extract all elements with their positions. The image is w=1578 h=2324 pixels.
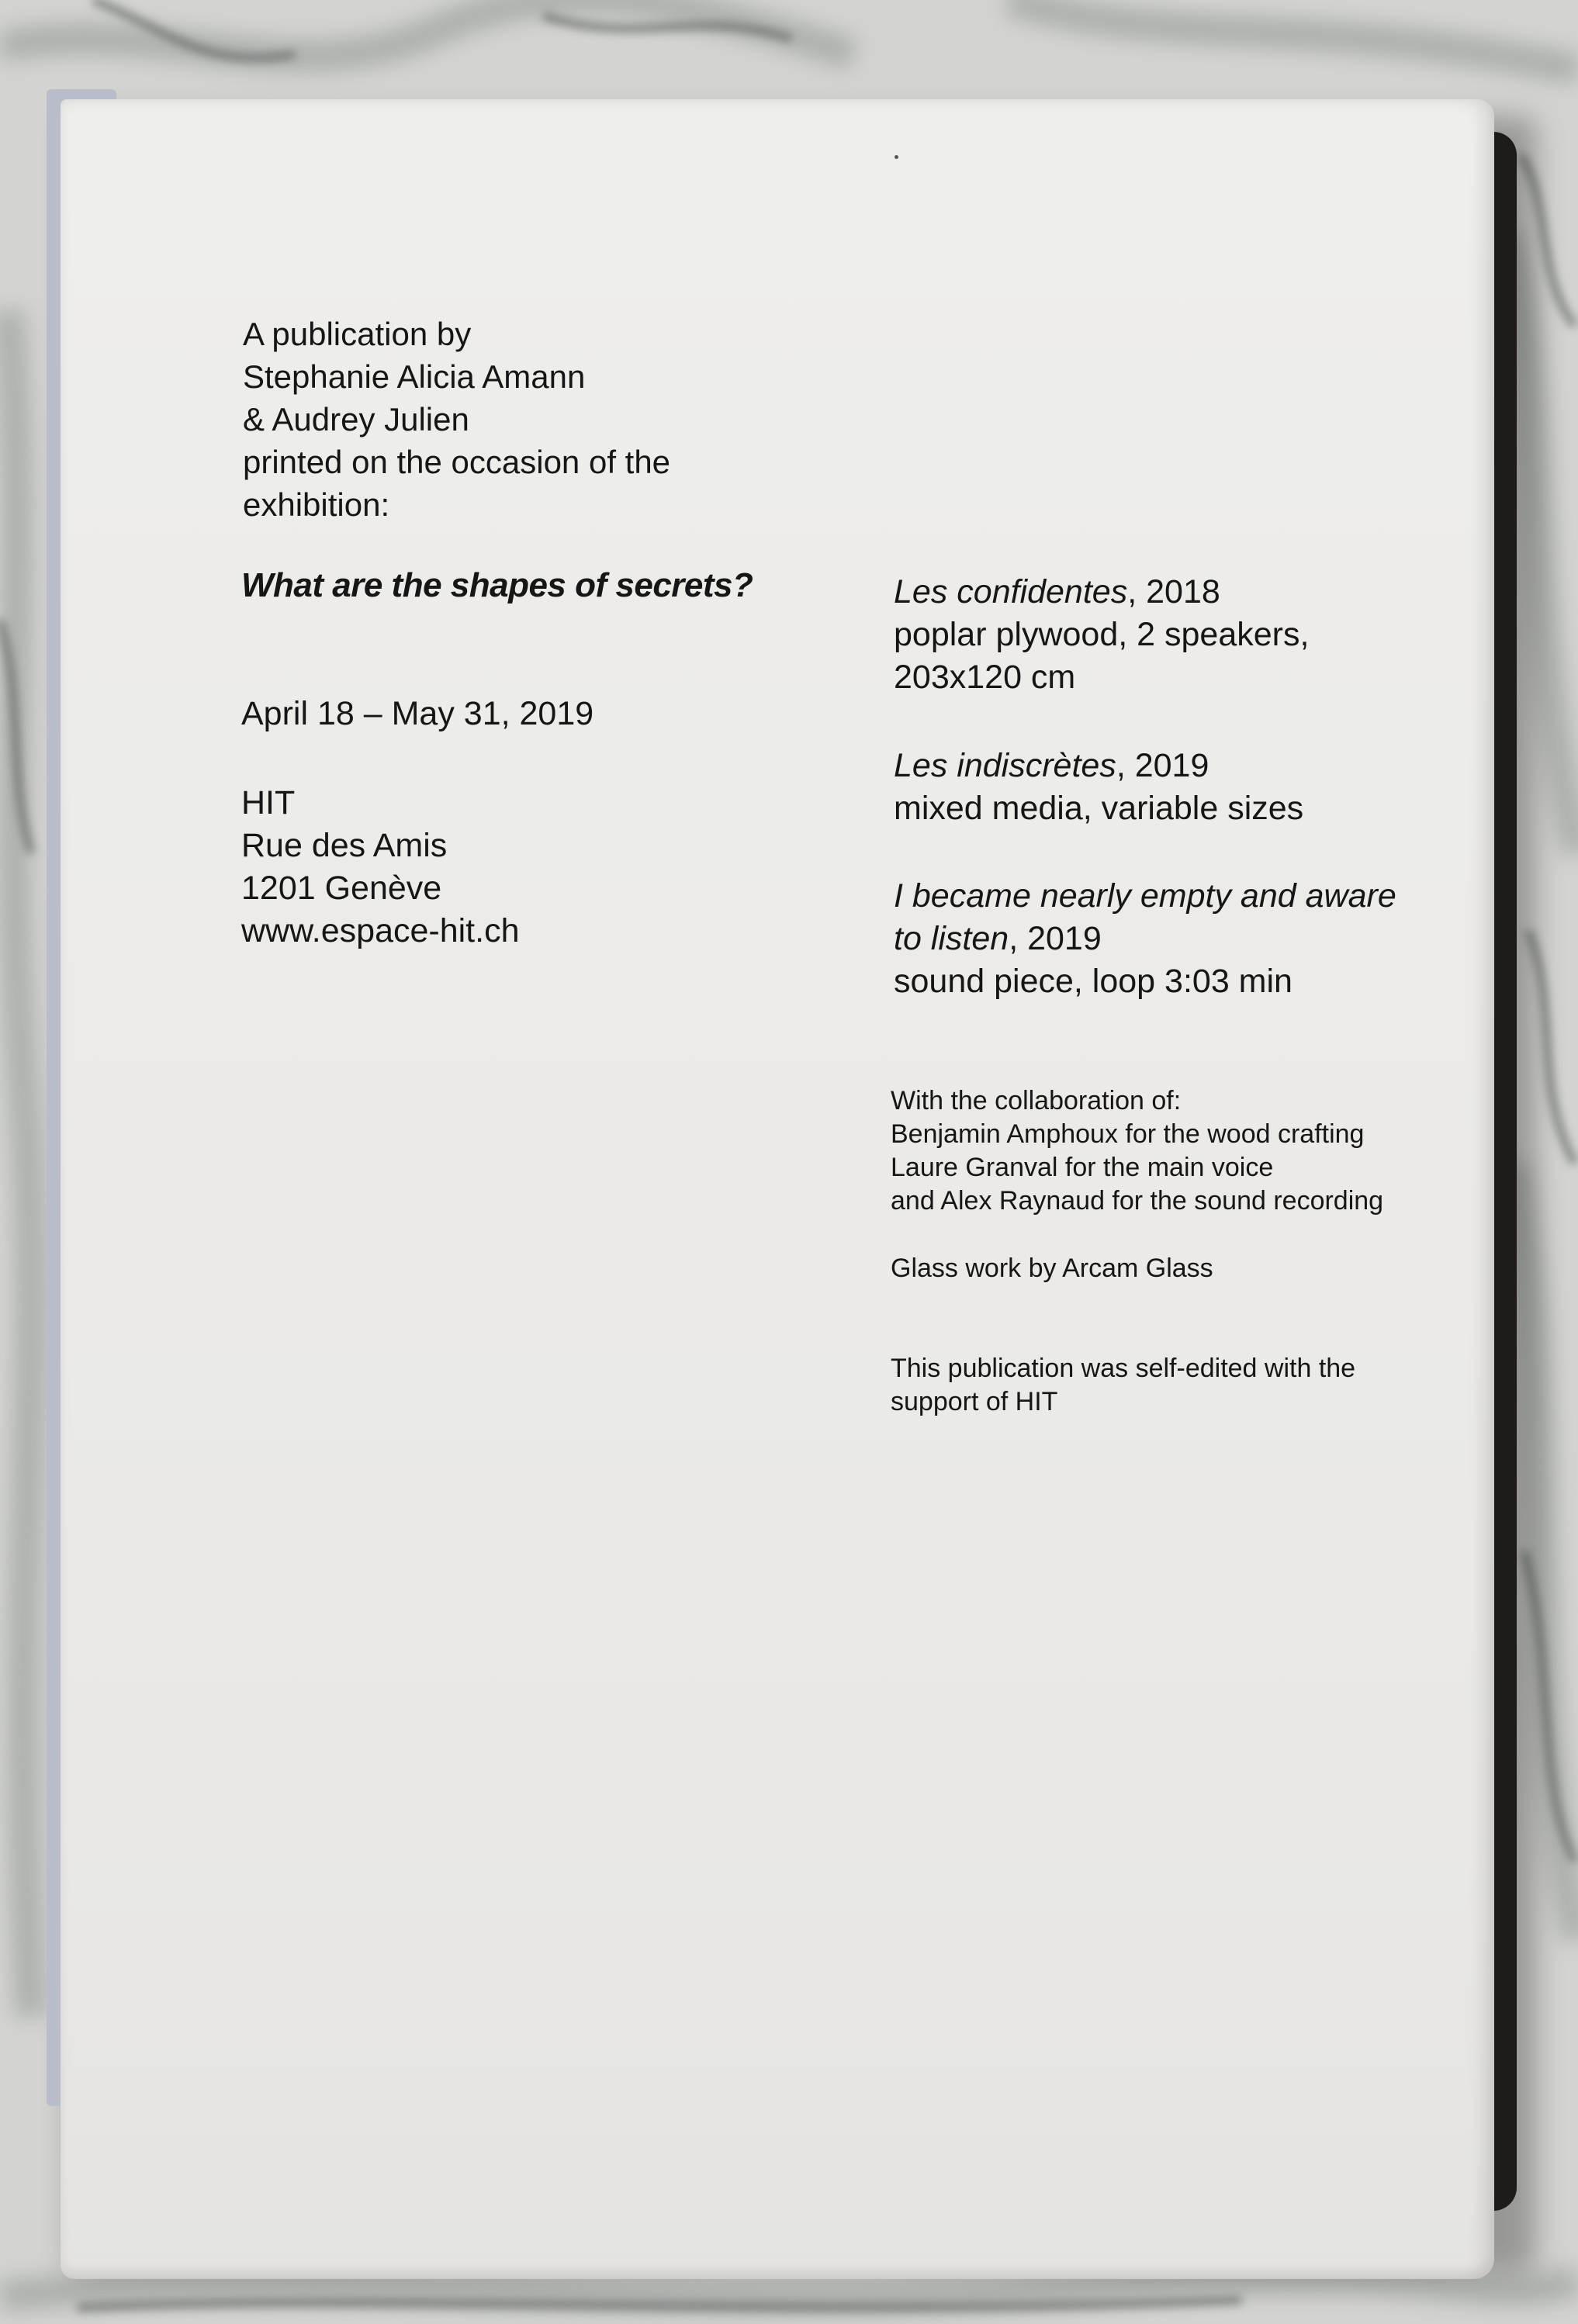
booklet-page <box>61 99 1494 2279</box>
artwork-entry <box>894 571 1309 699</box>
artwork-year: , 2019 <box>1009 920 1102 957</box>
artwork-entry <box>894 745 1303 830</box>
artwork-detail: 203x120 cm <box>894 659 1076 696</box>
artwork-title: Les confidentes <box>894 573 1128 610</box>
venue-city: 1201 Genève <box>241 870 442 907</box>
venue-website: www.espace-hit.ch <box>241 912 520 949</box>
credit-line: Laure Granval for the main voice <box>891 1153 1274 1182</box>
credit-line: and Alex Raynaud for the sound recording <box>891 1186 1384 1216</box>
artwork-detail: mixed media, variable sizes <box>894 790 1304 827</box>
intro-line: & Audrey Julien <box>243 401 469 437</box>
artwork-detail: sound piece, loop 3:03 min <box>894 963 1293 1000</box>
intro-line: A publication by <box>243 316 472 352</box>
support-note <box>891 1352 1355 1419</box>
intro-line: printed on the occasion of the <box>243 444 671 480</box>
venue-name: HIT <box>241 784 296 821</box>
artwork-entry <box>894 875 1396 1003</box>
publication-intro <box>243 313 670 526</box>
venue-street: Rue des Amis <box>241 827 448 864</box>
credit-line: Benjamin Amphoux for the wood crafting <box>891 1119 1365 1149</box>
artwork-year: , 2019 <box>1116 747 1209 784</box>
artwork-title: to listen <box>894 920 1009 957</box>
exhibition-dates: April 18 – May 31, 2019 <box>241 695 594 732</box>
exhibition-title: What are the shapes of secrets? <box>241 566 753 604</box>
intro-line: Stephanie Alicia Amann <box>243 358 586 395</box>
artwork-title: I became nearly empty and aware <box>894 877 1396 915</box>
intro-line: exhibition: <box>243 486 390 523</box>
paper-speck <box>895 155 898 159</box>
support-line: support of HIT <box>891 1387 1058 1416</box>
artwork-detail: poplar plywood, 2 speakers, <box>894 616 1310 653</box>
glass-credit: Glass work by Arcam Glass <box>891 1254 1213 1283</box>
collaboration-credits <box>891 1084 1383 1218</box>
credit-line: With the collaboration of: <box>891 1086 1182 1115</box>
artwork-title: Les indiscrètes <box>894 747 1116 784</box>
artwork-year: , 2018 <box>1127 573 1220 610</box>
venue-address <box>241 782 520 953</box>
support-line: This publication was self-edited with the <box>891 1354 1356 1383</box>
